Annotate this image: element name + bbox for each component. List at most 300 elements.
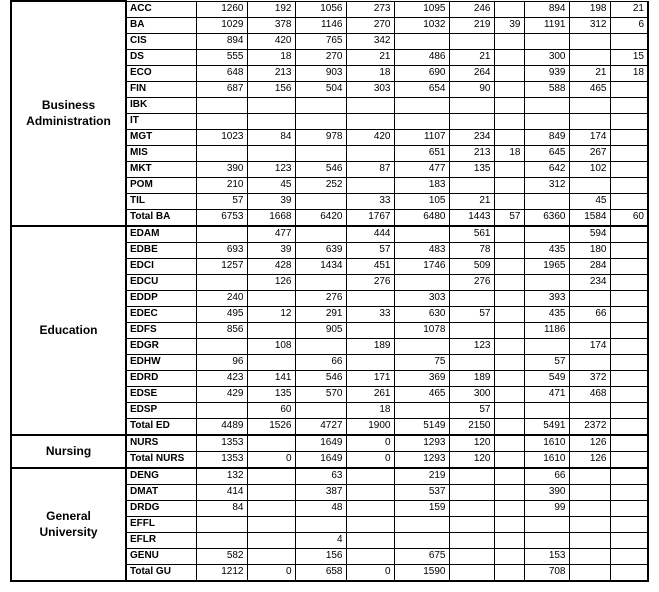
value-cell xyxy=(569,177,610,193)
value-cell: 33 xyxy=(346,306,394,322)
value-cell: 1353 xyxy=(196,451,247,468)
value-cell xyxy=(524,113,569,129)
value-cell xyxy=(610,97,648,113)
value-cell: 57 xyxy=(494,209,524,226)
value-cell xyxy=(569,548,610,564)
value-cell xyxy=(610,81,648,97)
value-cell: 1032 xyxy=(394,17,449,33)
value-cell xyxy=(247,322,295,338)
value-cell: 57 xyxy=(196,193,247,209)
value-cell: 555 xyxy=(196,49,247,65)
value-cell: 60 xyxy=(247,402,295,418)
value-cell xyxy=(494,322,524,338)
value-cell xyxy=(610,402,648,418)
value-cell xyxy=(247,484,295,500)
value-cell xyxy=(610,564,648,581)
value-cell xyxy=(346,484,394,500)
value-cell: 372 xyxy=(569,370,610,386)
row-code: IT xyxy=(126,113,196,129)
value-cell xyxy=(494,418,524,435)
value-cell xyxy=(196,97,247,113)
value-cell: 428 xyxy=(247,258,295,274)
value-cell xyxy=(524,532,569,548)
value-cell xyxy=(346,145,394,161)
value-cell: 4 xyxy=(295,532,346,548)
value-cell: 159 xyxy=(394,500,449,516)
value-cell: 171 xyxy=(346,370,394,386)
value-cell xyxy=(610,290,648,306)
value-cell xyxy=(247,516,295,532)
value-cell: 135 xyxy=(449,161,494,177)
value-cell: 477 xyxy=(394,161,449,177)
value-cell: 1434 xyxy=(295,258,346,274)
value-cell xyxy=(494,338,524,354)
value-cell: 675 xyxy=(394,548,449,564)
value-cell xyxy=(494,484,524,500)
value-cell: 174 xyxy=(569,338,610,354)
value-cell: 312 xyxy=(569,17,610,33)
row-code: EDAM xyxy=(126,226,196,243)
value-cell xyxy=(346,548,394,564)
value-cell: 1584 xyxy=(569,209,610,226)
value-cell xyxy=(449,177,494,193)
value-cell: 894 xyxy=(196,33,247,49)
value-cell: 588 xyxy=(524,81,569,97)
row-code: MKT xyxy=(126,161,196,177)
value-cell: 1023 xyxy=(196,129,247,145)
value-cell xyxy=(394,516,449,532)
row-code: TIL xyxy=(126,193,196,209)
value-cell xyxy=(524,97,569,113)
row-code: DS xyxy=(126,49,196,65)
value-cell xyxy=(494,274,524,290)
value-cell: 75 xyxy=(394,354,449,370)
value-cell: 393 xyxy=(524,290,569,306)
value-cell xyxy=(524,402,569,418)
value-cell: 903 xyxy=(295,65,346,81)
value-cell: 1260 xyxy=(196,1,247,17)
value-cell xyxy=(610,113,648,129)
value-cell: 1965 xyxy=(524,258,569,274)
value-cell: 219 xyxy=(394,468,449,485)
value-cell: 300 xyxy=(524,49,569,65)
value-cell: 495 xyxy=(196,306,247,322)
value-cell: 141 xyxy=(247,370,295,386)
value-cell: 246 xyxy=(449,1,494,17)
value-cell: 1107 xyxy=(394,129,449,145)
value-cell xyxy=(494,564,524,581)
value-cell xyxy=(610,177,648,193)
row-code: NURS xyxy=(126,435,196,452)
value-cell xyxy=(346,468,394,485)
value-cell: 18 xyxy=(247,49,295,65)
value-cell xyxy=(569,500,610,516)
value-cell: 6480 xyxy=(394,209,449,226)
value-cell xyxy=(494,402,524,418)
value-cell xyxy=(610,258,648,274)
value-cell xyxy=(196,516,247,532)
value-cell: 123 xyxy=(449,338,494,354)
value-cell: 21 xyxy=(610,1,648,17)
value-cell xyxy=(295,145,346,161)
value-cell xyxy=(346,322,394,338)
value-cell xyxy=(610,500,648,516)
value-cell xyxy=(196,532,247,548)
value-cell: 390 xyxy=(524,484,569,500)
value-cell xyxy=(524,274,569,290)
value-cell xyxy=(346,290,394,306)
value-cell xyxy=(494,33,524,49)
value-cell xyxy=(610,532,648,548)
value-cell: 630 xyxy=(394,306,449,322)
value-cell: 429 xyxy=(196,386,247,402)
value-cell xyxy=(569,33,610,49)
value-cell: 2150 xyxy=(449,418,494,435)
value-cell xyxy=(610,226,648,243)
value-cell: 15 xyxy=(610,49,648,65)
value-cell: 126 xyxy=(569,435,610,452)
value-cell xyxy=(295,226,346,243)
value-cell: 57 xyxy=(346,242,394,258)
row-code: Total GU xyxy=(126,564,196,581)
value-cell: 1191 xyxy=(524,17,569,33)
value-cell: 1746 xyxy=(394,258,449,274)
row-code: EDGR xyxy=(126,338,196,354)
row-code: Total ED xyxy=(126,418,196,435)
value-cell: 18 xyxy=(494,145,524,161)
value-cell: 132 xyxy=(196,468,247,485)
value-cell xyxy=(394,226,449,243)
value-cell: 39 xyxy=(247,242,295,258)
value-cell: 273 xyxy=(346,1,394,17)
value-cell: 642 xyxy=(524,161,569,177)
value-cell xyxy=(394,338,449,354)
value-cell xyxy=(569,484,610,500)
value-cell: 1668 xyxy=(247,209,295,226)
value-cell: 21 xyxy=(449,49,494,65)
value-cell: 105 xyxy=(394,193,449,209)
value-cell: 2372 xyxy=(569,418,610,435)
value-cell: 504 xyxy=(295,81,346,97)
value-cell xyxy=(449,532,494,548)
row-code: EDHW xyxy=(126,354,196,370)
value-cell: 486 xyxy=(394,49,449,65)
value-cell: 939 xyxy=(524,65,569,81)
value-cell: 1767 xyxy=(346,209,394,226)
value-cell: 264 xyxy=(449,65,494,81)
value-cell: 303 xyxy=(346,81,394,97)
value-cell: 1649 xyxy=(295,451,346,468)
value-cell: 66 xyxy=(295,354,346,370)
value-cell: 1649 xyxy=(295,435,346,452)
value-cell: 687 xyxy=(196,81,247,97)
value-cell: 270 xyxy=(295,49,346,65)
value-cell: 856 xyxy=(196,322,247,338)
value-cell: 153 xyxy=(524,548,569,564)
value-cell: 708 xyxy=(524,564,569,581)
table-body xyxy=(11,1,648,581)
value-cell xyxy=(449,354,494,370)
value-cell xyxy=(494,1,524,17)
value-cell xyxy=(494,258,524,274)
row-code: EFLR xyxy=(126,532,196,548)
value-cell: 33 xyxy=(346,193,394,209)
value-cell: 39 xyxy=(247,193,295,209)
value-cell xyxy=(247,500,295,516)
value-cell xyxy=(295,338,346,354)
value-cell xyxy=(610,193,648,209)
value-cell: 213 xyxy=(247,65,295,81)
value-cell: 219 xyxy=(449,17,494,33)
value-cell xyxy=(494,129,524,145)
value-cell xyxy=(449,290,494,306)
row-code: EDCI xyxy=(126,258,196,274)
value-cell xyxy=(247,548,295,564)
value-cell: 390 xyxy=(196,161,247,177)
value-cell: 1146 xyxy=(295,17,346,33)
value-cell: 451 xyxy=(346,258,394,274)
value-cell xyxy=(196,338,247,354)
value-cell: 126 xyxy=(247,274,295,290)
value-cell: 57 xyxy=(524,354,569,370)
row-code: ACC xyxy=(126,1,196,17)
value-cell xyxy=(346,500,394,516)
value-cell: 276 xyxy=(449,274,494,290)
value-cell: 1900 xyxy=(346,418,394,435)
row-code: MIS xyxy=(126,145,196,161)
row-code: POM xyxy=(126,177,196,193)
value-cell: 444 xyxy=(346,226,394,243)
value-cell: 1293 xyxy=(394,435,449,452)
value-cell xyxy=(196,145,247,161)
value-cell: 189 xyxy=(449,370,494,386)
value-cell xyxy=(346,97,394,113)
value-cell xyxy=(247,97,295,113)
value-cell: 234 xyxy=(569,274,610,290)
value-cell: 135 xyxy=(247,386,295,402)
value-cell xyxy=(196,402,247,418)
value-cell: 0 xyxy=(346,451,394,468)
value-cell: 126 xyxy=(569,451,610,468)
value-cell xyxy=(610,242,648,258)
value-cell: 414 xyxy=(196,484,247,500)
value-cell: 66 xyxy=(569,306,610,322)
value-cell xyxy=(610,338,648,354)
value-cell: 192 xyxy=(247,1,295,17)
row-code: Total NURS xyxy=(126,451,196,468)
row-code: EDSE xyxy=(126,386,196,402)
value-cell xyxy=(394,97,449,113)
value-cell xyxy=(394,532,449,548)
value-cell xyxy=(610,129,648,145)
value-cell xyxy=(247,145,295,161)
value-cell: 102 xyxy=(569,161,610,177)
value-cell xyxy=(569,290,610,306)
value-cell xyxy=(295,97,346,113)
value-cell xyxy=(524,33,569,49)
value-cell: 5149 xyxy=(394,418,449,435)
value-cell: 210 xyxy=(196,177,247,193)
value-cell xyxy=(569,354,610,370)
table-row xyxy=(11,226,648,243)
table-row xyxy=(11,468,648,485)
value-cell xyxy=(247,113,295,129)
value-cell: 570 xyxy=(295,386,346,402)
value-cell: 66 xyxy=(524,468,569,485)
row-code: MGT xyxy=(126,129,196,145)
value-cell xyxy=(569,532,610,548)
value-cell: 84 xyxy=(196,500,247,516)
value-cell xyxy=(196,226,247,243)
value-cell xyxy=(494,516,524,532)
value-cell: 48 xyxy=(295,500,346,516)
row-code: EDCU xyxy=(126,274,196,290)
value-cell: 198 xyxy=(569,1,610,17)
value-cell: 123 xyxy=(247,161,295,177)
value-cell: 546 xyxy=(295,161,346,177)
value-cell: 645 xyxy=(524,145,569,161)
value-cell: 561 xyxy=(449,226,494,243)
value-cell xyxy=(610,370,648,386)
value-cell xyxy=(494,65,524,81)
value-cell: 5491 xyxy=(524,418,569,435)
value-cell: 6360 xyxy=(524,209,569,226)
value-cell xyxy=(247,354,295,370)
value-cell xyxy=(494,97,524,113)
value-cell: 18 xyxy=(610,65,648,81)
value-cell: 1293 xyxy=(394,451,449,468)
value-cell: 120 xyxy=(449,451,494,468)
value-cell: 648 xyxy=(196,65,247,81)
value-cell: 465 xyxy=(569,81,610,97)
value-cell xyxy=(524,226,569,243)
row-code: EDRD xyxy=(126,370,196,386)
value-cell xyxy=(494,500,524,516)
value-cell: 905 xyxy=(295,322,346,338)
value-cell: 120 xyxy=(449,435,494,452)
group-label: General University xyxy=(11,468,126,581)
value-cell xyxy=(610,145,648,161)
value-cell xyxy=(524,516,569,532)
value-cell xyxy=(449,500,494,516)
value-cell xyxy=(494,193,524,209)
value-cell xyxy=(610,468,648,485)
value-cell xyxy=(569,49,610,65)
value-cell: 213 xyxy=(449,145,494,161)
row-code: EDFS xyxy=(126,322,196,338)
value-cell: 87 xyxy=(346,161,394,177)
value-cell: 654 xyxy=(394,81,449,97)
value-cell: 57 xyxy=(449,306,494,322)
value-cell: 63 xyxy=(295,468,346,485)
value-cell: 45 xyxy=(247,177,295,193)
value-cell xyxy=(196,274,247,290)
value-cell: 276 xyxy=(295,290,346,306)
value-cell xyxy=(346,516,394,532)
value-cell: 6420 xyxy=(295,209,346,226)
value-cell: 96 xyxy=(196,354,247,370)
value-cell: 465 xyxy=(394,386,449,402)
value-cell: 57 xyxy=(449,402,494,418)
value-cell: 594 xyxy=(569,226,610,243)
value-cell: 284 xyxy=(569,258,610,274)
value-cell: 658 xyxy=(295,564,346,581)
table-row xyxy=(11,1,648,17)
value-cell: 1212 xyxy=(196,564,247,581)
value-cell xyxy=(569,113,610,129)
value-cell xyxy=(494,161,524,177)
value-cell: 90 xyxy=(449,81,494,97)
value-cell xyxy=(494,548,524,564)
value-cell xyxy=(569,322,610,338)
value-cell xyxy=(494,290,524,306)
value-cell xyxy=(494,242,524,258)
value-cell: 1353 xyxy=(196,435,247,452)
row-code: EDBE xyxy=(126,242,196,258)
value-cell: 378 xyxy=(247,17,295,33)
row-code: EDEC xyxy=(126,306,196,322)
group-label: Business Administration xyxy=(11,1,126,226)
value-cell: 21 xyxy=(449,193,494,209)
value-cell xyxy=(494,451,524,468)
value-cell: 765 xyxy=(295,33,346,49)
value-cell: 477 xyxy=(247,226,295,243)
value-cell xyxy=(295,402,346,418)
value-cell: 183 xyxy=(394,177,449,193)
row-code: IBK xyxy=(126,97,196,113)
group-label: Education xyxy=(11,226,126,435)
table-row xyxy=(11,435,648,452)
value-cell: 21 xyxy=(569,65,610,81)
value-cell xyxy=(569,468,610,485)
value-cell: 435 xyxy=(524,306,569,322)
value-cell: 342 xyxy=(346,33,394,49)
value-cell: 471 xyxy=(524,386,569,402)
value-cell: 1095 xyxy=(394,1,449,17)
value-cell xyxy=(610,548,648,564)
value-cell: 1590 xyxy=(394,564,449,581)
value-cell xyxy=(346,354,394,370)
value-cell xyxy=(569,564,610,581)
value-cell: 1186 xyxy=(524,322,569,338)
value-cell: 78 xyxy=(449,242,494,258)
value-cell xyxy=(449,113,494,129)
value-cell xyxy=(346,532,394,548)
value-cell xyxy=(247,290,295,306)
row-code: DMAT xyxy=(126,484,196,500)
value-cell: 420 xyxy=(346,129,394,145)
value-cell xyxy=(494,113,524,129)
value-cell xyxy=(610,274,648,290)
value-cell: 0 xyxy=(247,451,295,468)
value-cell xyxy=(610,451,648,468)
value-cell: 270 xyxy=(346,17,394,33)
value-cell xyxy=(494,226,524,243)
value-cell xyxy=(494,177,524,193)
value-cell: 1257 xyxy=(196,258,247,274)
value-cell: 546 xyxy=(295,370,346,386)
value-cell xyxy=(494,354,524,370)
value-cell xyxy=(569,97,610,113)
value-cell xyxy=(295,113,346,129)
value-cell: 651 xyxy=(394,145,449,161)
value-cell xyxy=(610,322,648,338)
row-code: CIS xyxy=(126,33,196,49)
value-cell: 1056 xyxy=(295,1,346,17)
value-cell xyxy=(494,49,524,65)
value-cell: 0 xyxy=(346,564,394,581)
value-cell xyxy=(247,468,295,485)
